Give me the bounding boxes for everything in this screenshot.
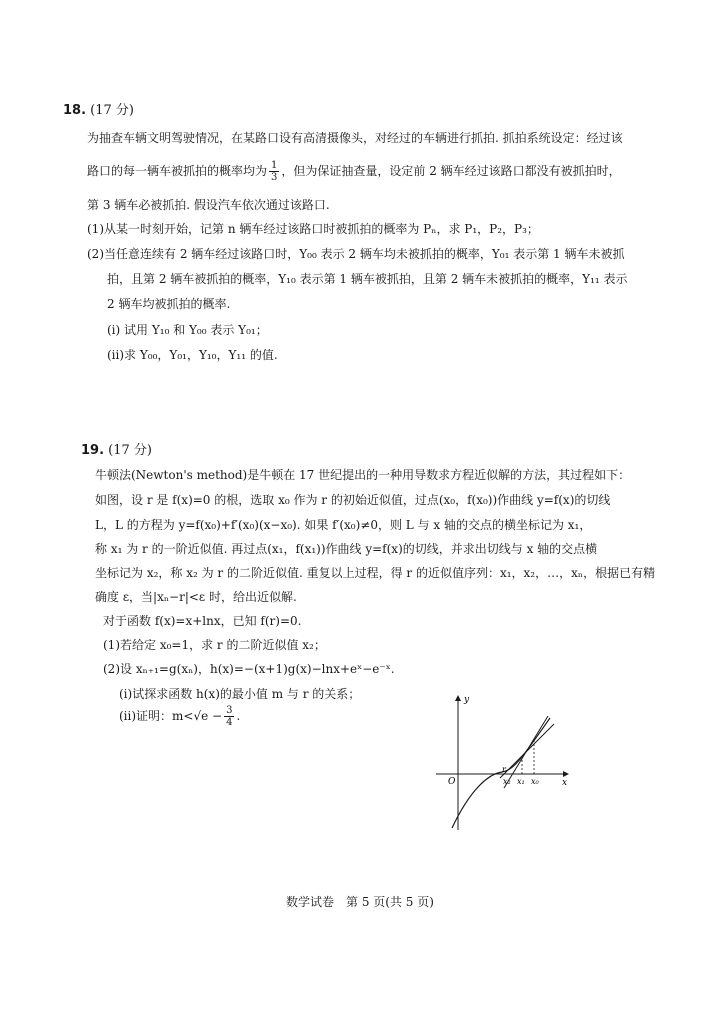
- q18-para-line3: 第 3 辆车必被抓拍. 假设汽车依次通过该路口.: [87, 198, 330, 212]
- q18-para-line2-a: 路口的每一辆车被抓拍的概率均为: [87, 164, 268, 178]
- q19-para-line5: 坐标记为 x₂，称 x₂ 为 r 的二阶近似值. 重复以上过程，得 r 的近似值序列：x₁，x₂，…，xₙ，根据已有精: [95, 566, 656, 580]
- q19-points: (17 分): [108, 443, 152, 458]
- root-r-label: r: [502, 765, 506, 774]
- q19-para-line2: 如图，设 r 是 f(x)=0 的根，选取 x₀ 作为 r 的初始近似值，过点(x₀，f(x₀))作曲线 y=f(x)的切线: [95, 493, 611, 507]
- x-axis-label: x: [562, 778, 568, 788]
- x2-label: x₂: [503, 777, 511, 786]
- q19-para-line1: 牛顿法(Newton's method)是牛顿在 17 世纪提出的一种用导数求方程近似解的方法，其过程如下：: [95, 468, 631, 482]
- q18-points: (17 分): [90, 103, 134, 118]
- fraction-numerator: 3: [226, 705, 233, 716]
- q18-para-line1: 为抽查车辆文明驾驶情况，在某路口设有高清摄像头，对经过的车辆进行抓拍. 抓拍系统设定：经过该: [87, 131, 623, 145]
- q19-subquestion-2: (2)设 xₙ₊₁=g(xₙ)，h(x)=−(x+1)g(x)−lnx+eˣ−e⁻ˣ.: [103, 662, 395, 676]
- q19-part-i: (i)试探求函数 h(x)的最小值 m 与 r 的关系；: [119, 687, 361, 701]
- tangent-at-x1: [500, 724, 554, 778]
- q18-para-line2: [87, 158, 621, 184]
- q18-subquestion-2-line2: 拍，且第 2 辆车被抓拍的概率，Y₁₀ 表示第 1 辆车被抓拍，且第 2 辆车未被抓拍的概率，Y₁₁ 表示: [107, 272, 628, 286]
- q19-function-statement: 对于函数 f(x)=x+lnx，已知 f(r)=0.: [103, 614, 302, 628]
- curve-f: [452, 718, 550, 828]
- q19-subquestion-1: (1)若给定 x₀=1，求 r 的二阶近似值 x₂；: [103, 638, 326, 652]
- y-axis-label: y: [464, 695, 470, 705]
- q19-part-ii-fraction: [224, 705, 234, 728]
- q18-header: [63, 103, 134, 119]
- x0-label: x₀: [531, 777, 539, 786]
- fraction-denominator: 3: [271, 172, 278, 183]
- newton-method-graph: [430, 690, 590, 850]
- q19-part-ii-end: .: [236, 709, 241, 723]
- q18-subquestion-2-line1: (2)当任意连续有 2 辆车经过该路口时，Y₀₀ 表示 2 辆车均未被抓拍的概率，Y₀₁ 表示第 1 辆车未被抓: [87, 247, 625, 261]
- q18-subquestion-2-line3: 2 辆车均被抓拍的概率.: [107, 297, 231, 311]
- q18-para-line2-b: ，但为保证抽查量，设定前 2 辆车经过该路口都没有被抓拍时，: [281, 164, 621, 178]
- fraction-numerator: 1: [271, 160, 278, 171]
- q19-para-line3: L，L 的方程为 y=f(x₀)+f′(x₀)(x−x₀). 如果 f′(x₀)≠0，则 L 与 x 轴的交点的横坐标记为 x₁，: [95, 518, 592, 532]
- q19-number: 19.: [81, 443, 105, 458]
- x1-label: x₁: [517, 777, 525, 786]
- page-footer: 数学试卷 第 5 页(共 5 页): [286, 895, 434, 909]
- q19-header: [81, 443, 152, 459]
- fraction-denominator: 4: [226, 717, 233, 728]
- q18-probability-fraction: [269, 160, 279, 183]
- q18-part-i: (i) 试用 Y₁₀ 和 Y₀₀ 表示 Y₀₁；: [107, 323, 268, 337]
- q19-para-line4: 称 x₁ 为 r 的一阶近似值. 再过点(x₁，f(x₁))作曲线 y=f(x)的切线，并求出切线与 x 轴的交点横: [95, 542, 598, 556]
- q19-part-ii: [119, 702, 240, 730]
- q18-number: 18.: [63, 103, 87, 118]
- origin-label: O: [448, 777, 456, 787]
- q18-subquestion-1: (1)从某一时刻开始，记第 n 辆车经过该路口时被抓拍的概率为 Pₙ，求 P₁，P₂，P₃；: [87, 222, 539, 236]
- q19-para-line6: 确度 ε，当|xₙ−r|<ε 时，给出近似解.: [95, 590, 297, 604]
- q19-part-ii-text: (ii)证明：m<√e −: [119, 709, 223, 723]
- q18-part-ii: (ii)求 Y₀₀，Y₀₁，Y₁₀，Y₁₁ 的值.: [107, 348, 278, 362]
